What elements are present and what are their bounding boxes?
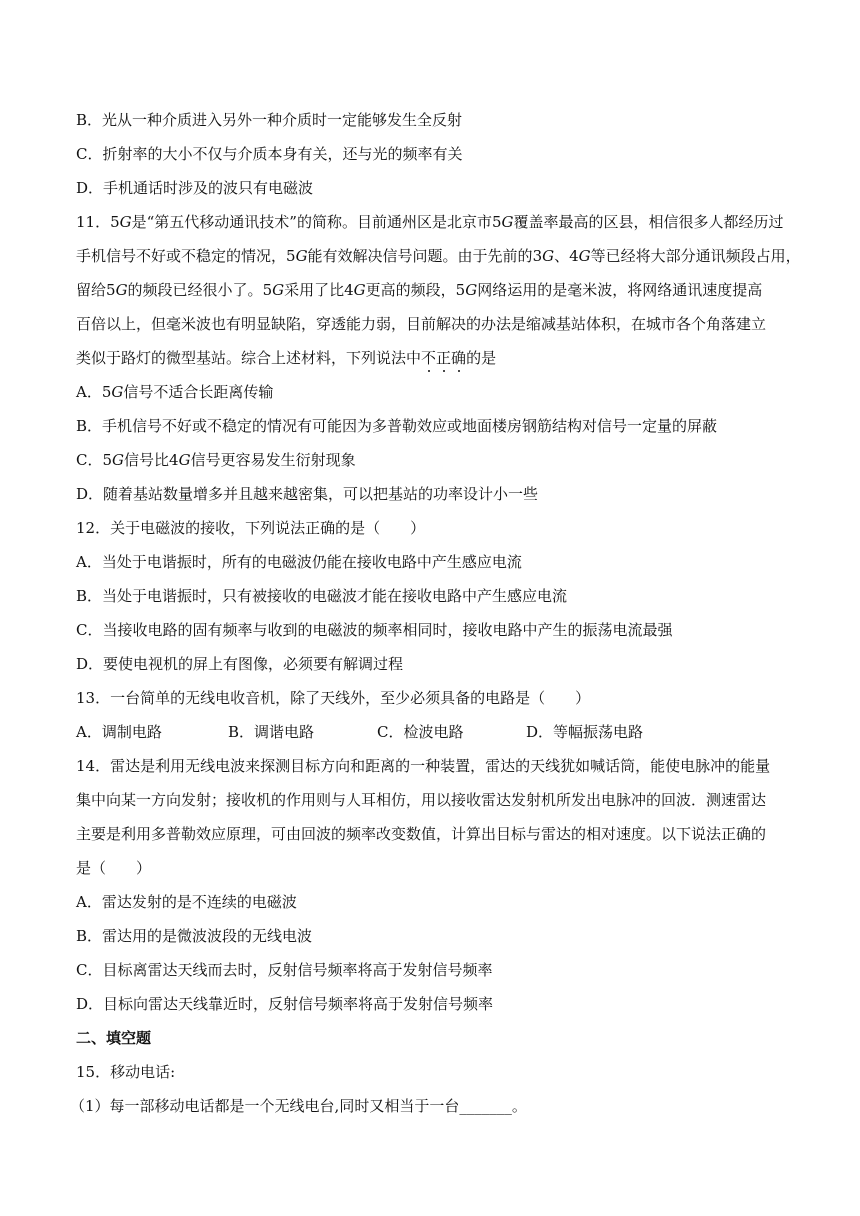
emphasis-dot: 不 (421, 349, 437, 367)
q11-option-d: D．随着基站数量增多并且越来越密集，可以把基站的功率设计小一些 (76, 485, 539, 503)
q12-stem: 12．关于电磁波的接收，下列说法正确的是（ ） (76, 519, 426, 537)
q12-option-a: A．当处于电谐振时，所有的电磁波仍能在接收电路中产生感应电流 (76, 553, 522, 571)
emphasis-dot: 正 (436, 349, 452, 367)
q12-option-c: C．当接收电路的固有频率与收到的电磁波的频率相同时，接收电路中产生的振荡电流最强 (76, 621, 673, 639)
q10-option-d: D．手机通话时涉及的波只有电磁波 (76, 179, 314, 197)
q14-stem-line-1: 14．雷达是利用无线电波来探测目标方向和距离的一种装置，雷达的天线犹如喊话筒，能使电脉冲的能量 (76, 757, 771, 775)
q14-option-c: C．目标离雷达天线而去时，反射信号频率将高于发射信号频率 (76, 961, 493, 979)
q14-option-a: A．雷达发射的是不连续的电磁波 (76, 893, 297, 911)
q14-option-d: D．目标向雷达天线靠近时，反射信号频率将高于发射信号频率 (76, 995, 494, 1013)
q12-option-b: B．当处于电谐振时，只有被接收的电磁波才能在接收电路中产生感应电流 (76, 587, 568, 605)
q14-stem-line-2: 集中向某一方向发射；接收机的作用则与人耳相仿，用以接收雷达发射机所发出电脉冲的回波．测速雷达 (76, 791, 767, 809)
q14-stem-line-4: 是（ ） (76, 859, 152, 877)
q14-stem-line-3: 主要是利用多普勒效应原理，可由回波的频率改变数值，计算出目标与雷达的相对速度。以下说法正确的 (76, 825, 767, 843)
q11-stem-line-4: 百倍以上，但毫米波也有明显缺陷，穿透能力弱，目前解决的办法是缩减基站体积，在城市各个角落建立 (76, 315, 767, 333)
q11-option-b: B．手机信号不好或不稳定的情况有可能因为多普勒效应或地面楼房钢筋结构对信号一定量的屏蔽 (76, 417, 718, 435)
q10-option-c: C．折射率的大小不仅与介质本身有关，还与光的频率有关 (76, 145, 463, 163)
q13-option-a: A．调制电路 (76, 723, 162, 741)
q15-stem: 15．移动电话: (76, 1063, 176, 1081)
q10-option-b: B．光从一种介质进入另外一种介质时一定能够发生全反射 (76, 111, 463, 129)
q11-stem-line-3: 留给5G的频段已经很小了。5G采用了比4G更高的频段，5G网络运用的是毫米波，将网络通讯速度提高 (76, 281, 763, 299)
q11-stem-line-1: 11．5G是“第五代移动通讯技术”的简称。目前通州区是北京市5G覆盖率最高的区县，相信很多人都经历过 (76, 213, 784, 231)
emphasis-dot: 确 (451, 349, 467, 367)
q14-option-b: B．雷达用的是微波波段的无线电波 (76, 927, 313, 945)
q12-option-d: D．要使电视机的屏上有图像，必须要有解调过程 (76, 655, 404, 673)
q13-options (76, 722, 776, 742)
q11-option-c: C．5G信号比4G信号更容易发生衍射现象 (76, 451, 356, 469)
q13-stem: 13．一台简单的无线电收音机，除了天线外，至少必须具备的电路是（ ） (76, 689, 591, 707)
q13-option-b: B．调谐电路 (228, 723, 315, 741)
q15-sub-question-1: （1）每一部移动电话都是一个无线电台,同时又相当于一台_______。 (70, 1097, 527, 1115)
q13-option-d: D．等幅振荡电路 (526, 723, 644, 741)
q11-stem-line-5: 类似于路灯的微型基站。综合上述材料，下列说法中不正确的是 (76, 349, 497, 367)
section-title-fill-in: 二、填空题 (76, 1029, 152, 1047)
q11-stem-line-2: 手机信号不好或不稳定的情况，5G能有效解决信号问题。由于先前的3G、4G等已经将大部分通讯频段占用， (76, 247, 801, 265)
q13-option-c: C．检波电路 (377, 723, 464, 741)
q11-option-a: A．5G信号不适合长距离传输 (76, 383, 274, 401)
